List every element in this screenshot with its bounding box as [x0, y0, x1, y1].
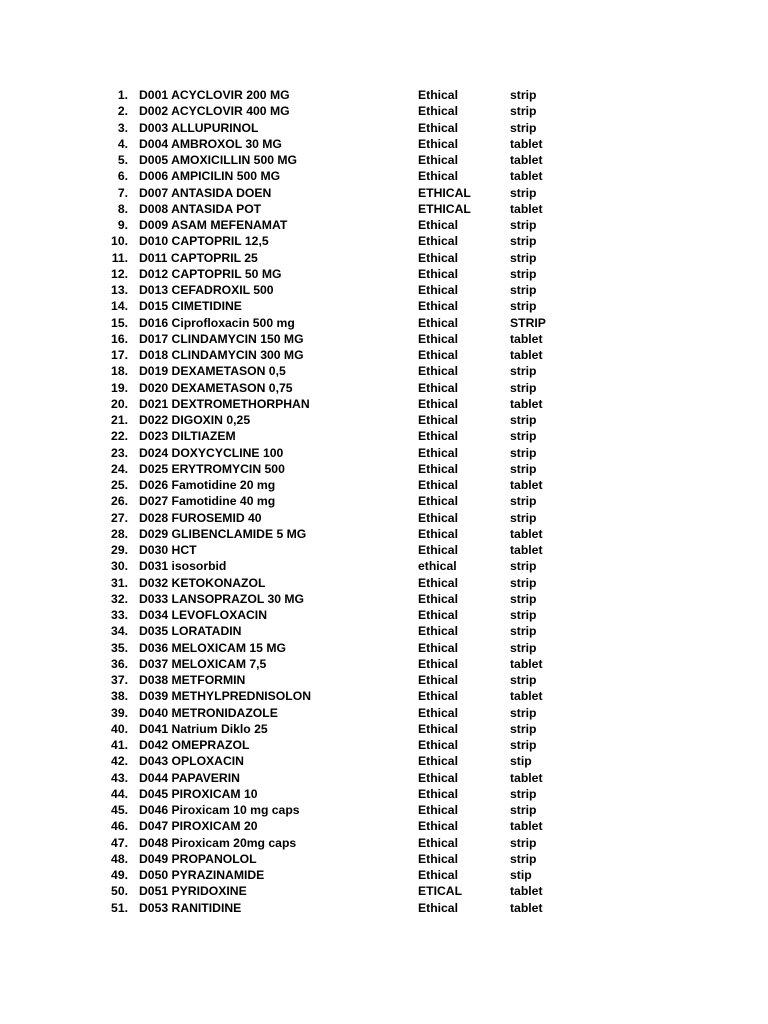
item-number: 20. [111, 396, 128, 411]
list-item [0, 315, 768, 331]
drug-unit: tablet [510, 900, 543, 915]
drug-unit: strip [510, 851, 537, 866]
drug-unit: stip [510, 868, 532, 882]
item-number: 16. [111, 331, 128, 346]
list-item [0, 120, 768, 136]
drug-unit: tablet [510, 136, 543, 151]
drug-unit: strip [510, 104, 537, 119]
item-number: 24. [111, 461, 128, 476]
drug-code-name: D005 AMOXICILLIN 500 MG [139, 153, 298, 167]
item-number: 30. [111, 559, 128, 574]
drug-code-name: D007 ANTASIDA DOEN [139, 185, 272, 200]
list-item [0, 331, 768, 347]
list-item [0, 136, 768, 152]
drug-category: Ethical [418, 689, 458, 704]
list-item [0, 428, 768, 444]
drug-unit: strip [510, 835, 537, 850]
list-item [0, 835, 768, 851]
list-item [0, 721, 768, 737]
drug-code-name: D043 OPLOXACIN [139, 754, 244, 769]
drug-code-name: D053 RANITIDINE [139, 900, 242, 915]
drug-unit: strip [510, 234, 537, 249]
drug-unit: tablet [510, 543, 543, 557]
list-item [0, 363, 768, 379]
drug-unit: strip [510, 640, 537, 655]
item-number: 42. [111, 754, 128, 769]
item-number: 50. [111, 884, 128, 899]
drug-code-name: D008 ANTASIDA POT [139, 201, 262, 216]
list-item [0, 542, 768, 558]
drug-category: Ethical [418, 575, 458, 590]
drug-unit: strip [510, 429, 537, 444]
item-number: 23. [111, 445, 128, 460]
drug-category: Ethical [418, 835, 458, 850]
drug-unit: tablet [510, 201, 543, 216]
list-item [0, 412, 768, 428]
list-item [0, 152, 768, 168]
drug-unit: tablet [510, 478, 543, 492]
list-item [0, 461, 768, 477]
drug-unit: strip [510, 575, 537, 590]
drug-category: Ethical [418, 673, 458, 687]
drug-code-name: D044 PAPAVERIN [139, 770, 240, 785]
list-item [0, 802, 768, 818]
drug-code-name: D026 Famotidine 20 mg [139, 478, 276, 492]
drug-category: Ethical [418, 380, 458, 395]
list-item [0, 640, 768, 656]
drug-code-name: D050 PYRAZINAMIDE [139, 868, 265, 882]
list-item [0, 396, 768, 412]
item-number: 14. [111, 299, 128, 314]
drug-unit: strip [510, 120, 537, 135]
item-number: 31. [111, 575, 128, 590]
item-number: 21. [111, 413, 128, 427]
drug-category: ethical [418, 559, 457, 574]
drug-code-name: D009 ASAM MEFENAMAT [139, 218, 288, 232]
drug-unit: strip [510, 494, 537, 509]
drug-unit: strip [510, 88, 537, 102]
drug-category: Ethical [418, 526, 458, 541]
list-item [0, 510, 768, 526]
drug-category: Ethical [418, 218, 458, 232]
drug-unit: STRIP [510, 315, 546, 330]
drug-category: Ethical [418, 770, 458, 785]
list-item [0, 753, 768, 769]
item-number: 7. [117, 185, 128, 200]
drug-code-name: D010 CAPTOPRIL 12,5 [139, 234, 269, 249]
item-number: 9. [117, 218, 128, 232]
drug-code-name: D001 ACYCLOVIR 200 MG [139, 88, 290, 102]
drug-unit: tablet [510, 689, 543, 704]
list-item [0, 575, 768, 591]
drug-unit: strip [510, 721, 537, 736]
list-item [0, 87, 768, 103]
item-number: 49. [111, 868, 128, 882]
drug-category: Ethical [418, 640, 458, 655]
drug-category: Ethical [418, 396, 458, 411]
item-number: 11. [111, 250, 128, 265]
item-number: 45. [111, 803, 128, 817]
item-number: 2. [117, 104, 128, 119]
item-number: 22. [111, 429, 128, 444]
list-item [0, 656, 768, 672]
drug-code-name: D048 Piroxicam 20mg caps [139, 835, 297, 850]
drug-code-name: D029 GLIBENCLAMIDE 5 MG [139, 526, 307, 541]
drug-code-name: D035 LORATADIN [139, 624, 242, 639]
drug-category: Ethical [418, 803, 458, 817]
drug-unit: tablet [510, 396, 543, 411]
drug-code-name: D031 isosorbid [139, 559, 227, 574]
item-number: 8. [117, 201, 128, 216]
drug-category: Ethical [418, 283, 458, 297]
drug-code-name: D019 DEXAMETASON 0,5 [139, 364, 286, 379]
drug-code-name: D049 PROPANOLOL [139, 851, 257, 866]
drug-unit: tablet [510, 169, 543, 184]
drug-category: Ethical [418, 104, 458, 119]
drug-code-name: D003 ALLUPURINOL [139, 120, 259, 135]
item-number: 35. [111, 640, 128, 655]
list-item [0, 607, 768, 623]
drug-code-name: D015 CIMETIDINE [139, 299, 242, 314]
drug-unit: strip [510, 624, 537, 639]
drug-code-name: D045 PIROXICAM 10 [139, 786, 258, 801]
list-item [0, 688, 768, 704]
item-number: 10. [111, 234, 128, 249]
drug-unit: strip [510, 445, 537, 460]
drug-code-name: D042 OMEPRAZOL [139, 738, 250, 752]
drug-unit: strip [510, 364, 537, 379]
drug-unit: strip [510, 673, 537, 687]
drug-category: Ethical [418, 851, 458, 866]
drug-code-name: D027 Famotidine 40 mg [139, 494, 276, 509]
list-item [0, 282, 768, 298]
drug-unit: tablet [510, 331, 543, 346]
item-number: 37. [111, 673, 128, 687]
drug-category: Ethical [418, 299, 458, 314]
drug-category: Ethical [418, 510, 458, 525]
drug-category: ETICAL [418, 884, 463, 899]
drug-unit: tablet [510, 884, 543, 899]
drug-category: Ethical [418, 429, 458, 444]
drug-unit: tablet [510, 819, 543, 834]
item-number: 36. [111, 656, 128, 671]
item-number: 28. [111, 526, 128, 541]
list-item [0, 883, 768, 899]
drug-code-name: D038 METFORMIN [139, 673, 246, 687]
list-item [0, 623, 768, 639]
drug-category: Ethical [418, 705, 458, 720]
item-number: 1. [117, 88, 128, 102]
drug-unit: strip [510, 283, 537, 297]
item-number: 51. [111, 900, 128, 915]
drug-category: Ethical [418, 543, 458, 557]
item-number: 5. [117, 153, 128, 167]
drug-category: Ethical [418, 445, 458, 460]
list-item [0, 201, 768, 217]
item-number: 12. [111, 266, 128, 281]
list-item [0, 477, 768, 493]
drug-code-name: D023 DILTIAZEM [139, 429, 236, 444]
drug-category: Ethical [418, 900, 458, 915]
drug-code-name: D013 CEFADROXIL 500 [139, 283, 274, 297]
drug-code-name: D016 Ciprofloxacin 500 mg [139, 315, 295, 330]
item-number: 33. [111, 608, 128, 622]
drug-unit: strip [510, 299, 537, 314]
list-item [0, 493, 768, 509]
list-item [0, 672, 768, 688]
item-number: 19. [111, 380, 128, 395]
drug-code-name: D011 CAPTOPRIL 25 [139, 250, 258, 265]
drug-category: Ethical [418, 331, 458, 346]
drug-code-name: D024 DOXYCYCLINE 100 [139, 445, 284, 460]
item-number: 6. [117, 169, 128, 184]
drug-code-name: D040 METRONIDAZOLE [139, 705, 278, 720]
drug-category: Ethical [418, 738, 458, 752]
drug-code-name: D047 PIROXICAM 20 [139, 819, 258, 834]
drug-category: Ethical [418, 266, 458, 281]
drug-unit: tablet [510, 770, 543, 785]
list-item [0, 867, 768, 883]
drug-code-name: D041 Natrium Diklo 25 [139, 721, 268, 736]
drug-unit: tablet [510, 348, 543, 362]
drug-category: Ethical [418, 250, 458, 265]
item-number: 39. [111, 705, 128, 720]
drug-unit: strip [510, 803, 537, 817]
drug-unit: tablet [510, 153, 543, 167]
item-number: 34. [111, 624, 128, 639]
item-number: 48. [111, 851, 128, 866]
drug-unit: strip [510, 510, 537, 525]
item-number: 47. [111, 835, 128, 850]
drug-unit: tablet [510, 526, 543, 541]
drug-code-name: D036 MELOXICAM 15 MG [139, 640, 286, 655]
list-item [0, 445, 768, 461]
drug-category: ETHICAL [418, 185, 471, 200]
drug-unit: strip [510, 705, 537, 720]
item-number: 41. [111, 738, 128, 752]
drug-category: Ethical [418, 494, 458, 509]
drug-unit: strip [510, 413, 537, 427]
item-number: 27. [111, 510, 128, 525]
drug-code-name: D025 ERYTROMYCIN 500 [139, 461, 285, 476]
drug-category: Ethical [418, 169, 458, 184]
drug-code-name: D046 Piroxicam 10 mg caps [139, 803, 300, 817]
drug-code-name: D030 HCT [139, 543, 197, 557]
drug-code-name: D020 DEXAMETASON 0,75 [139, 380, 293, 395]
drug-code-name: D028 FUROSEMID 40 [139, 510, 262, 525]
drug-code-name: D032 KETOKONAZOL [139, 575, 266, 590]
item-number: 17. [111, 348, 128, 362]
drug-unit: strip [510, 266, 537, 281]
drug-code-name: D039 METHYLPREDNISOLON [139, 689, 312, 704]
item-number: 40. [111, 721, 128, 736]
drug-unit: strip [510, 218, 537, 232]
drug-category: Ethical [418, 721, 458, 736]
list-item [0, 705, 768, 721]
drug-category: Ethical [418, 608, 458, 622]
drug-unit: tablet [510, 656, 543, 671]
item-number: 15. [111, 315, 128, 330]
item-number: 29. [111, 543, 128, 557]
list-item [0, 217, 768, 233]
drug-unit: strip [510, 786, 537, 801]
drug-code-name: D022 DIGOXIN 0,25 [139, 413, 251, 427]
drug-category: Ethical [418, 786, 458, 801]
item-number: 25. [111, 478, 128, 492]
drug-code-name: D051 PYRIDOXINE [139, 884, 247, 899]
drug-unit: strip [510, 380, 537, 395]
drug-unit: stip [510, 754, 532, 769]
item-number: 46. [111, 819, 128, 834]
drug-unit: strip [510, 608, 537, 622]
drug-category: Ethical [418, 153, 458, 167]
drug-category: Ethical [418, 315, 458, 330]
drug-category: Ethical [418, 120, 458, 135]
list-item [0, 526, 768, 542]
list-item [0, 591, 768, 607]
list-item [0, 250, 768, 266]
drug-category: Ethical [418, 624, 458, 639]
drug-category: Ethical [418, 136, 458, 151]
list-item [0, 818, 768, 834]
item-number: 26. [111, 494, 128, 509]
drug-code-name: D012 CAPTOPRIL 50 MG [139, 266, 282, 281]
list-item [0, 347, 768, 363]
list-item [0, 168, 768, 184]
item-number: 4. [117, 136, 128, 151]
drug-unit: strip [510, 738, 537, 752]
drug-category: Ethical [418, 478, 458, 492]
drug-category: Ethical [418, 591, 458, 606]
drug-code-name: D034 LEVOFLOXACIN [139, 608, 267, 622]
drug-list [0, 87, 768, 916]
list-item [0, 900, 768, 916]
list-item [0, 851, 768, 867]
list-item [0, 233, 768, 249]
drug-category: Ethical [418, 656, 458, 671]
drug-code-name: D033 LANSOPRAZOL 30 MG [139, 591, 305, 606]
list-item [0, 558, 768, 574]
drug-code-name: D004 AMBROXOL 30 MG [139, 136, 282, 151]
drug-unit: strip [510, 591, 537, 606]
list-item [0, 786, 768, 802]
drug-code-name: D018 CLINDAMYCIN 300 MG [139, 348, 304, 362]
drug-code-name: D006 AMPICILIN 500 MG [139, 169, 281, 184]
drug-category: ETHICAL [418, 201, 471, 216]
drug-category: Ethical [418, 234, 458, 249]
list-item [0, 380, 768, 396]
item-number: 44. [111, 786, 128, 801]
drug-unit: strip [510, 559, 537, 574]
list-item [0, 298, 768, 314]
list-item [0, 266, 768, 282]
drug-category: Ethical [418, 754, 458, 769]
item-number: 43. [111, 770, 128, 785]
drug-code-name: D002 ACYCLOVIR 400 MG [139, 104, 290, 119]
drug-category: Ethical [418, 461, 458, 476]
drug-unit: strip [510, 250, 537, 265]
list-item [0, 103, 768, 119]
item-number: 3. [117, 120, 128, 135]
drug-code-name: D037 MELOXICAM 7,5 [139, 656, 267, 671]
drug-category: Ethical [418, 868, 458, 882]
item-number: 18. [111, 364, 128, 379]
list-item [0, 737, 768, 753]
drug-code-name: D021 DEXTROMETHORPHAN [139, 396, 310, 411]
item-number: 32. [111, 591, 128, 606]
drug-category: Ethical [418, 88, 458, 102]
drug-category: Ethical [418, 819, 458, 834]
item-number: 38. [111, 689, 128, 704]
list-item [0, 770, 768, 786]
list-item [0, 185, 768, 201]
drug-category: Ethical [418, 348, 458, 362]
drug-category: Ethical [418, 413, 458, 427]
drug-unit: strip [510, 185, 537, 200]
drug-code-name: D017 CLINDAMYCIN 150 MG [139, 331, 304, 346]
drug-unit: strip [510, 461, 537, 476]
drug-category: Ethical [418, 364, 458, 379]
item-number: 13. [111, 283, 128, 297]
